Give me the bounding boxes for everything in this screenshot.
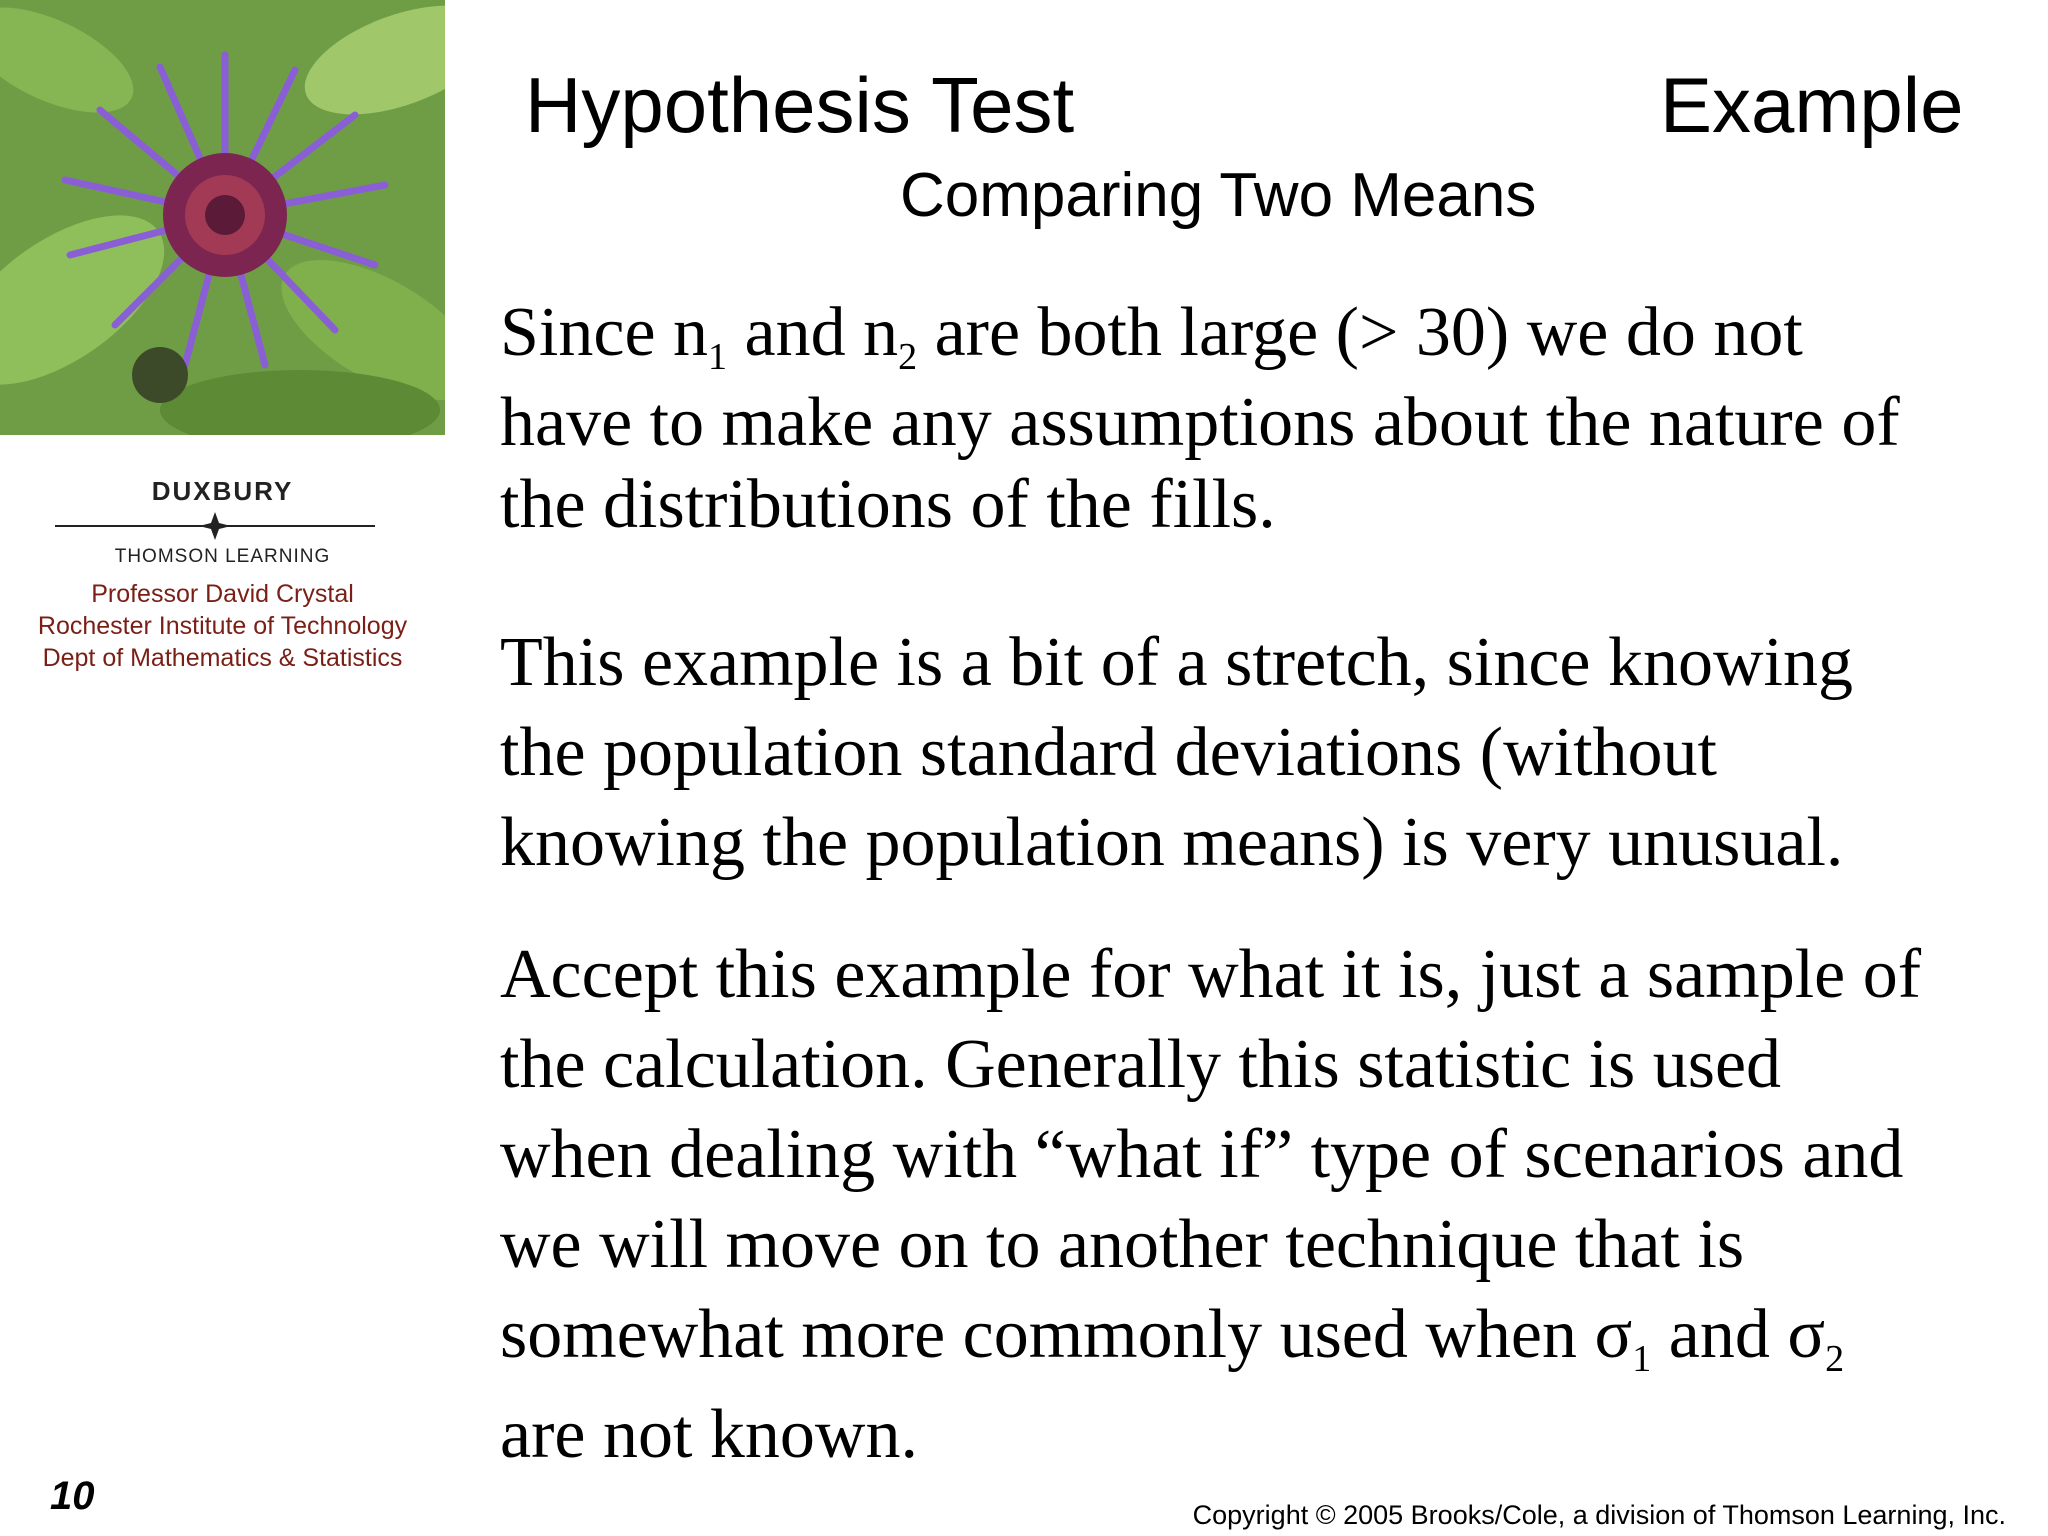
slide-subtitle: Comparing Two Means [900, 161, 1537, 230]
paragraph-3 [500, 930, 2040, 1480]
subscript: 1 [1632, 1338, 1652, 1380]
paragraph-2-line-1: This example is a bit of a stretch, since knowing [500, 624, 1854, 701]
page-number: 10 [50, 1474, 95, 1518]
text-run: somewhat more commonly used when σ [500, 1296, 1633, 1373]
paragraph-1-line-2: have to make any assumptions about the nature of [500, 384, 1900, 461]
paragraph-3-line-6: are not known. [500, 1396, 918, 1473]
paragraph-3-line-1: Accept this example for what it is, just a sample of [500, 936, 1922, 1013]
paragraph-3-line-2: the calculation. Generally this statistic is used [500, 1026, 1782, 1103]
slide-title: Hypothesis Test [525, 61, 1075, 149]
professor-name: Professor David Crystal [91, 580, 354, 608]
paragraph-3-line-5 [500, 1290, 2040, 1380]
subscript: 1 [708, 336, 728, 378]
paragraph-3-line-3: when dealing with “what if” type of scenarios and [500, 1116, 1904, 1193]
paragraph-2-line-2: the population standard deviations (without [500, 714, 1718, 791]
paragraph-3-line-4: we will move on to another technique that is [500, 1206, 1745, 1283]
subscript: 2 [1825, 1338, 1845, 1380]
text-run: are both large (> 30) we do not [917, 294, 1803, 371]
publisher-subname: THOMSON LEARNING [114, 546, 331, 567]
paragraph-1-line-1 [500, 288, 2040, 378]
subscript: 2 [898, 336, 918, 378]
department-name: Dept of Mathematics & Statistics [42, 644, 403, 672]
text-run: Since n [500, 294, 709, 371]
text-run: and n [727, 294, 899, 371]
copyright-notice: Copyright © 2005 Brooks/Cole, a division of Thomson Learning, Inc. [1192, 1500, 2006, 1530]
flower-photo [0, 0, 445, 435]
paragraph-1-line-3: the distributions of the fills. [500, 466, 1276, 543]
slide-title-example: Example [1660, 61, 1964, 149]
flower-icon [0, 0, 445, 435]
paragraph-1 [500, 288, 2040, 550]
paragraph-2-line-3: knowing the population means) is very unusual. [500, 804, 1844, 881]
publisher-logo [0, 470, 445, 700]
text-run: and σ [1651, 1296, 1826, 1373]
star-divider-icon [55, 506, 395, 546]
institution-name: Rochester Institute of Technology [37, 612, 408, 640]
publisher-name: DUXBURY [151, 476, 294, 506]
paragraph-2 [500, 618, 2040, 888]
